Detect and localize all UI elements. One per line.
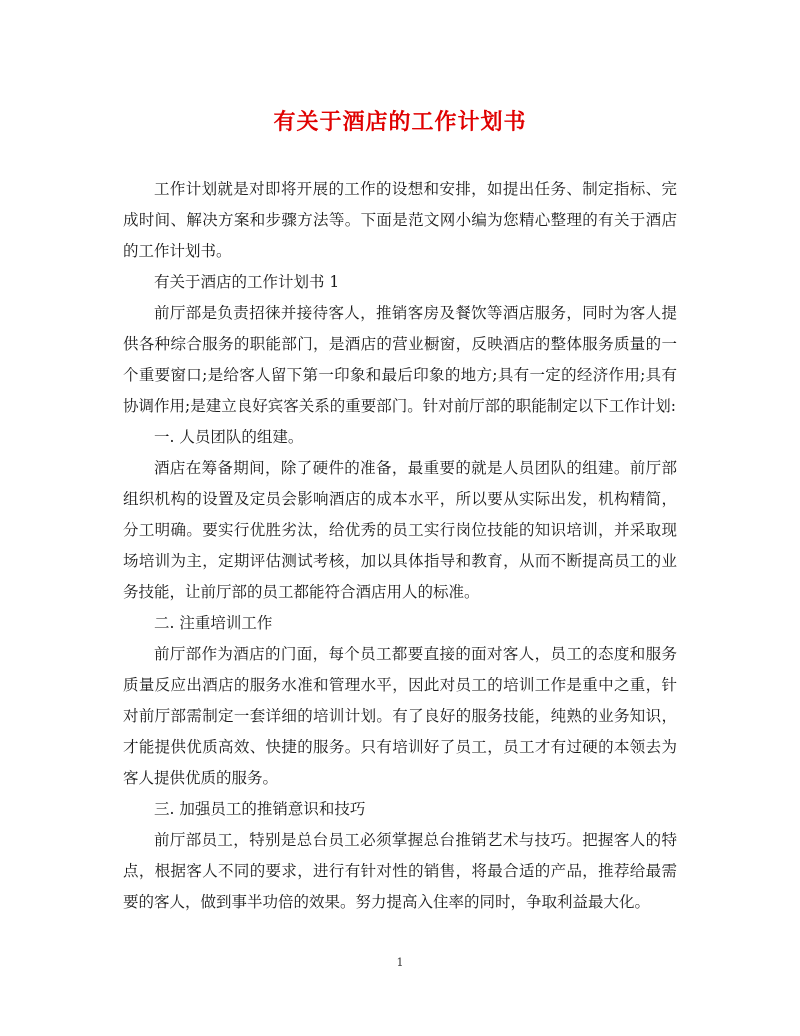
body-paragraph: 酒店在筹备期间，除了硬件的准备，最重要的就是人员团队的组建。前厅部组织机构的设置及定员会影响酒店的成本水平，所以要从实际出发，机构精简，分工明确。要实行优胜劣汰，给优秀的员工实行岗位技能的知识培训，并采取现场培训为主，定期评估测试考核，加以具体指导和教育，从而不断提高员工的业务技能，让前厅部的员工都能符合酒店用人的标准。 [123,459,677,601]
subsection-heading: 一. 人员团队的组建。 [154,428,304,446]
body-paragraph: 前厅部员工，特别是总台员工必须掌握总台推销艺术与技巧。把握客人的特点，根据客人不同的要求，进行有针对性的销售，将最合适的产品，推荐给最需要的客人，做到事半功倍的效果。努力提高入住率的同时，争取利益最大化。 [123,831,677,911]
page-number: 1 [396,956,404,969]
document-body [123,174,677,918]
body-paragraph: 前厅部是负责招徕并接待客人，推销客房及餐饮等酒店服务，同时为客人提供各种综合服务的职能部门，是酒店的营业橱窗，反映酒店的整体服务质量的一个重要窗口;是给客人留下第一印象和最后印象的地方;具有一定的经济作用;具有协调作用;是建立良好宾客关系的重要部门。针对前厅部的职能制定以下工作计划: [123,304,677,415]
document-title: 有关于酒店的工作计划书 [273,109,527,135]
subsection-heading: 二. 注重培训工作 [154,614,273,632]
intro-paragraph: 工作计划就是对即将开展的工作的设想和安排，如提出任务、制定指标、完成时间、解决方案和步骤方法等。下面是范文网小编为您精心整理的有关于酒店的工作计划书。 [123,180,677,260]
section-heading: 有关于酒店的工作计划书 1 [154,273,340,291]
subsection-heading: 三. 加强员工的推销意识和技巧 [154,800,366,818]
body-paragraph: 前厅部作为酒店的门面，每个员工都要直接的面对客人，员工的态度和服务质量反应出酒店的服务水准和管理水平，因此对员工的培训工作是重中之重，针对前厅部需制定一套详细的培训计划。有了良好的服务技能，纯熟的业务知识，才能提供优质高效、快捷的服务。只有培训好了员工，员工才有过硬的本领去为客人提供优质的服务。 [123,645,677,787]
